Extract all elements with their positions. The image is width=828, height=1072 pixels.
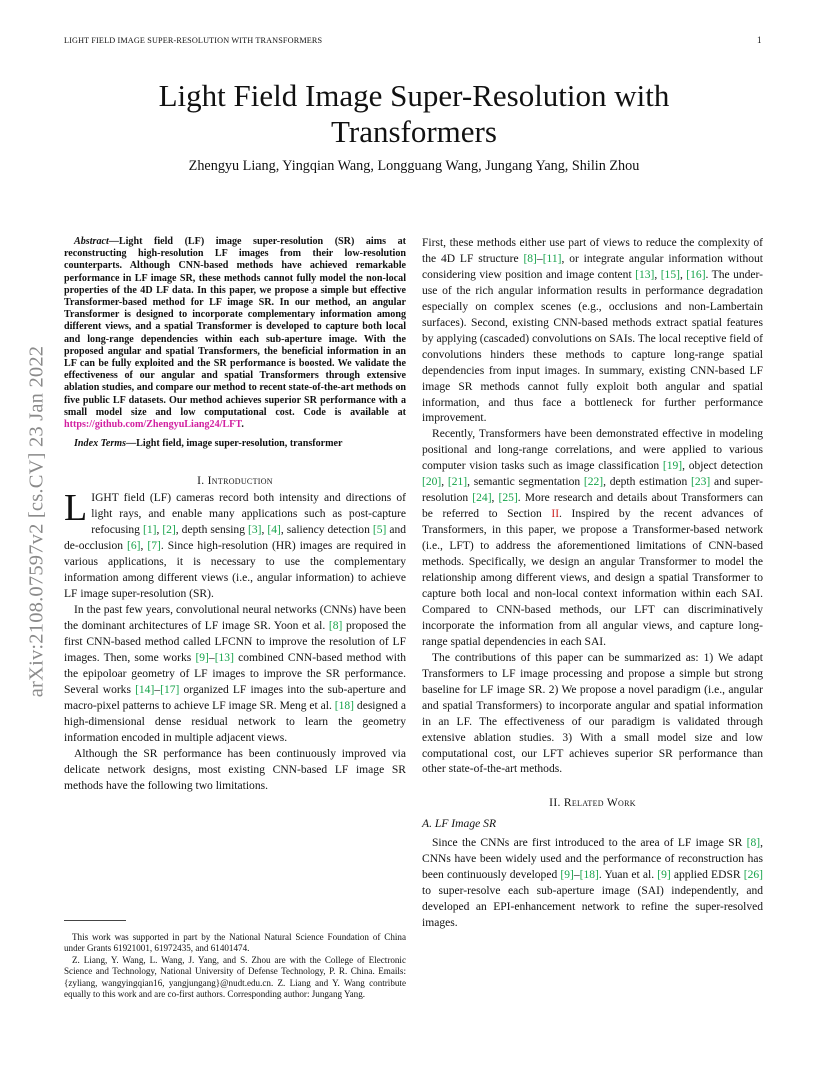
text-run: combined CNN-based method with the epipoloar geometry of LF images to improve the SR performance. Several works — [64, 651, 406, 696]
text-run: In the past few years, convolutional neural networks (CNNs) have been the dominant architectures of LF image SR. Yoon et al. — [64, 604, 406, 633]
right-paragraph-4 — [422, 836, 763, 932]
citation-link[interactable]: [8] — [523, 252, 537, 265]
text-run: , — [679, 268, 687, 281]
text-run: and de-occlusion — [64, 524, 407, 553]
text-run: IGHT field (LF) cameras record both intensity and directions of light rays, and enable many applications such as post-capture refocusing — [91, 492, 406, 537]
citation-link[interactable]: [9] — [657, 869, 671, 882]
text-run: Since the CNNs are first introduced to the area of LF image SR — [432, 837, 747, 850]
abstract-end: . — [241, 419, 244, 431]
citation-link[interactable]: [9] — [560, 869, 574, 882]
text-run: . Since high-resolution (HR) images are required in various applications, it is necessary to use the complementary information among different views (i.e., angular information) to achieve LF image super-resolution (SR). — [64, 540, 406, 601]
paper-title — [0, 78, 828, 150]
text-run: – — [573, 869, 580, 882]
subsection-heading: A. LF Image SR — [422, 817, 497, 831]
section-number: I. — [197, 475, 208, 488]
citation-link[interactable]: [5] — [372, 524, 387, 537]
right-paragraph-3: The contributions of this paper can be summarized as: 1) We adapt Transformers to LF image processing and propose a simple but strong baseline for LF image SR. 2) We propose a novel paradigm (i.e., angular and spatial Transformers) to incorporate angular and spatial information in an LF. The effectiveness of our paradigm is validated through extensive ablation studies. 3) With a small model size and low computational cost, our LFT achieves superior SR performance than other state-of-the-art methods. — [422, 651, 763, 776]
citation-link[interactable]: [11] — [542, 252, 562, 265]
intro-paragraph-1 — [64, 487, 407, 603]
footnote-rule — [64, 920, 126, 921]
right-column — [422, 236, 763, 932]
text-run: . Yuan et al. — [598, 869, 658, 882]
citation-link[interactable]: [19] — [662, 460, 683, 473]
text-run: , CNNs have been widely used and the performance of reconstruction has been continuously developed — [422, 837, 763, 882]
arxiv-stamp: arXiv:2108.07597v2 [cs.CV] 23 Jan 2022 — [25, 345, 48, 698]
left-column — [64, 236, 406, 795]
footnote-affiliation: Z. Liang, Y. Wang, L. Wang, J. Yang, and S. Zhou are with the College of Electronic Science and Technology, National University of Defense Technology, P. R. China. Emails: {zyliang, wangyingqian16, yangjungang}@nudt.edu.cn. Z. Liang and Y. Wang contribute equally to this work and are co-first authors. Corresponding author: Jungang Yang. — [64, 954, 406, 1000]
text-run: applied EDSR — [670, 869, 744, 882]
citation-link[interactable]: [3] — [247, 524, 262, 537]
text-run: First, these methods either use part of views to reduce the complexity of the 4D LF structure — [422, 237, 763, 265]
citation-link[interactable]: [13] — [214, 651, 234, 664]
text-run: , — [140, 540, 148, 553]
text-run: – — [208, 651, 215, 664]
citation-link[interactable]: [21] — [447, 476, 468, 489]
running-header: LIGHT FIELD IMAGE SUPER-RESOLUTION WITH TRANSFORMERS — [64, 36, 323, 45]
intro-paragraph-3: Although the SR performance has been continuously improved via delicate network designs, most existing CNN-based LF image SR methods have the following two limitations. — [64, 747, 406, 792]
text-run: , or integrate angular information without considering view position and image content — [422, 252, 763, 281]
citation-link[interactable]: [24] — [472, 492, 492, 505]
citation-link[interactable]: [23] — [690, 476, 711, 489]
citation-link[interactable]: [8] — [746, 837, 761, 850]
section-link[interactable]: II — [551, 508, 560, 521]
text-run: Recently, Transformers have been demonstrated effective in modeling positional and long-range correlations, and were applied to various computer vision tasks such as image classification — [422, 428, 763, 473]
page-number: 1 — [757, 35, 762, 45]
citation-link[interactable]: [4] — [267, 524, 281, 537]
text-run: designed a high-dimensional dense residual network to learn the geometry information encoded in multiple adjacent views. — [64, 699, 406, 744]
section-heading-related-work — [422, 796, 763, 812]
citation-link[interactable]: [18] — [334, 699, 355, 712]
text-run: , depth estimation — [603, 476, 691, 489]
text-run: . More research and details about Transformers can be referred to Section — [422, 492, 763, 521]
index-terms-text: —Light field, image super-resolution, transformer — [126, 438, 343, 450]
abstract-text: —Light field (LF) image super-resolution (SR) aims at reconstructing high-resolution LF images from their low-resolution counterparts. Although CNN-based methods have achieved remarkable performance in LF image SR, these methods cannot fully model the non-local properties of the 4D LF data. In this paper, we propose a simple but effective Transformer-based method for LF image SR. In our method, an angular Transformer is designed to incorporate complementary information among different views, and a spatial Transformer is developed to capture both local and long-range dependencies within each sub-aperture image. With the proposed angular and spatial Transformers, the beneficial information in an LF can be fully exploited and the SR performance is boosted. We validate the effectiveness of our angular and spatial Transformers through extensive ablation studies, and compare our method to recent state-of-the-art methods on five public LF datasets. Our method achieves superior SR performance with a small model size and low computational cost. Code is available at — [64, 236, 406, 418]
text-run: , semantic segmentation — [467, 476, 584, 489]
abstract-label: Abstract — [74, 236, 109, 247]
text-run: , — [441, 476, 448, 489]
title-line-2: Transformers — [331, 114, 497, 149]
code-link[interactable]: https://github.com/ZhengyuLiang24/LFT — [64, 419, 242, 431]
citation-link[interactable]: [25] — [498, 492, 518, 505]
footnote-funding: This work was supported in part by the National Natural Science Foundation of China under Grants 61921001, 61972435, and 61401474. — [64, 932, 406, 954]
text-run: – — [154, 683, 161, 696]
intro-paragraph-2 — [64, 603, 406, 747]
citation-link[interactable]: [6] — [127, 540, 141, 553]
citation-link[interactable]: [8] — [328, 620, 343, 633]
text-run: , saliency detection — [280, 524, 373, 537]
section-title: Related Work — [563, 797, 636, 810]
citation-link[interactable]: [22] — [583, 476, 604, 489]
intro-text — [64, 487, 407, 794]
citation-link[interactable]: [7] — [147, 540, 161, 553]
text-run: and super-resolution — [422, 476, 764, 505]
right-paragraph-2 — [422, 427, 763, 650]
citation-link[interactable]: [2] — [162, 524, 176, 537]
index-terms-label: Index Terms — [74, 438, 127, 450]
citation-link[interactable]: [13] — [635, 268, 655, 281]
text-run: , — [491, 492, 499, 505]
authors: Zhengyu Liang, Yingqian Wang, Longguang Wang, Jungang Yang, Shilin Zhou — [188, 158, 640, 174]
text-run: . Inspired by the recent advances of Transformers, in this paper, we propose a Transformer-based network (i.e., LFT) to address the aforementioned limitations of CNN-based methods. Specifically, we design an angular Transformer to model the relationship among different views, and design a spatial Transformer to capture both local and non-local context information within each SAI. Compared to CNN-based methods, our LFT can discriminatively incorporate the information from all angular views, and capture long-range spatial dependencies in each SAI. — [422, 508, 763, 648]
title-line-1: Light Field Image Super-Resolution with — [158, 78, 670, 113]
citation-link[interactable]: [14] — [135, 683, 155, 696]
citation-link[interactable]: [16] — [686, 268, 706, 281]
text-run: proposed the first CNN-based method called LFCNN to improve the resolution of LF images. Then, some works — [64, 620, 407, 664]
section-number: II. — [549, 797, 564, 810]
citation-link[interactable]: [1] — [142, 524, 157, 537]
footnote — [64, 932, 406, 1000]
citation-link[interactable]: [18] — [579, 869, 599, 882]
citation-link[interactable]: [26] — [743, 869, 763, 882]
text-run: – — [536, 252, 543, 265]
text-run: , — [654, 268, 661, 281]
section-heading-introduction — [64, 475, 406, 487]
section-title: Introduction — [207, 475, 273, 488]
citation-link[interactable]: [9] — [195, 651, 209, 664]
citation-link[interactable]: [20] — [422, 476, 442, 489]
text-run: to super-resolve each sub-aperture image (SAI) independently, and developed an EPI-enhancement network to refine the super-resolved images. — [422, 885, 763, 930]
text-run: . The under-use of the rich angular information results in performance degradation especially on complex scenes (e.g., occlusions and non-Lambertain surfaces). Second, existing CNN-based methods extract spatial features by applying (cascaded) convolutions on SAIs. The local receptive field of convolutions hinders these methods to capture long-range spatial dependencies from input images. In summary, existing CNN-based LF image SR methods cannot fully exploit both angular and spatial information, and thus face a bottleneck for further performance improvement. — [422, 268, 763, 425]
text-run: , object detection — [682, 460, 763, 473]
text-run: , — [156, 524, 163, 537]
abstract — [64, 236, 406, 450]
citation-link[interactable]: [15] — [660, 268, 680, 281]
text-run: , — [261, 524, 268, 537]
drop-cap: L — [64, 487, 88, 530]
citation-link[interactable]: [17] — [160, 683, 180, 696]
right-paragraph-1 — [422, 236, 763, 427]
text-run: organized LF images into the sub-aperture and macro-pixel patterns to achieve LF image SR. Meng et al. — [64, 683, 407, 712]
text-run: , depth sensing — [175, 524, 248, 537]
